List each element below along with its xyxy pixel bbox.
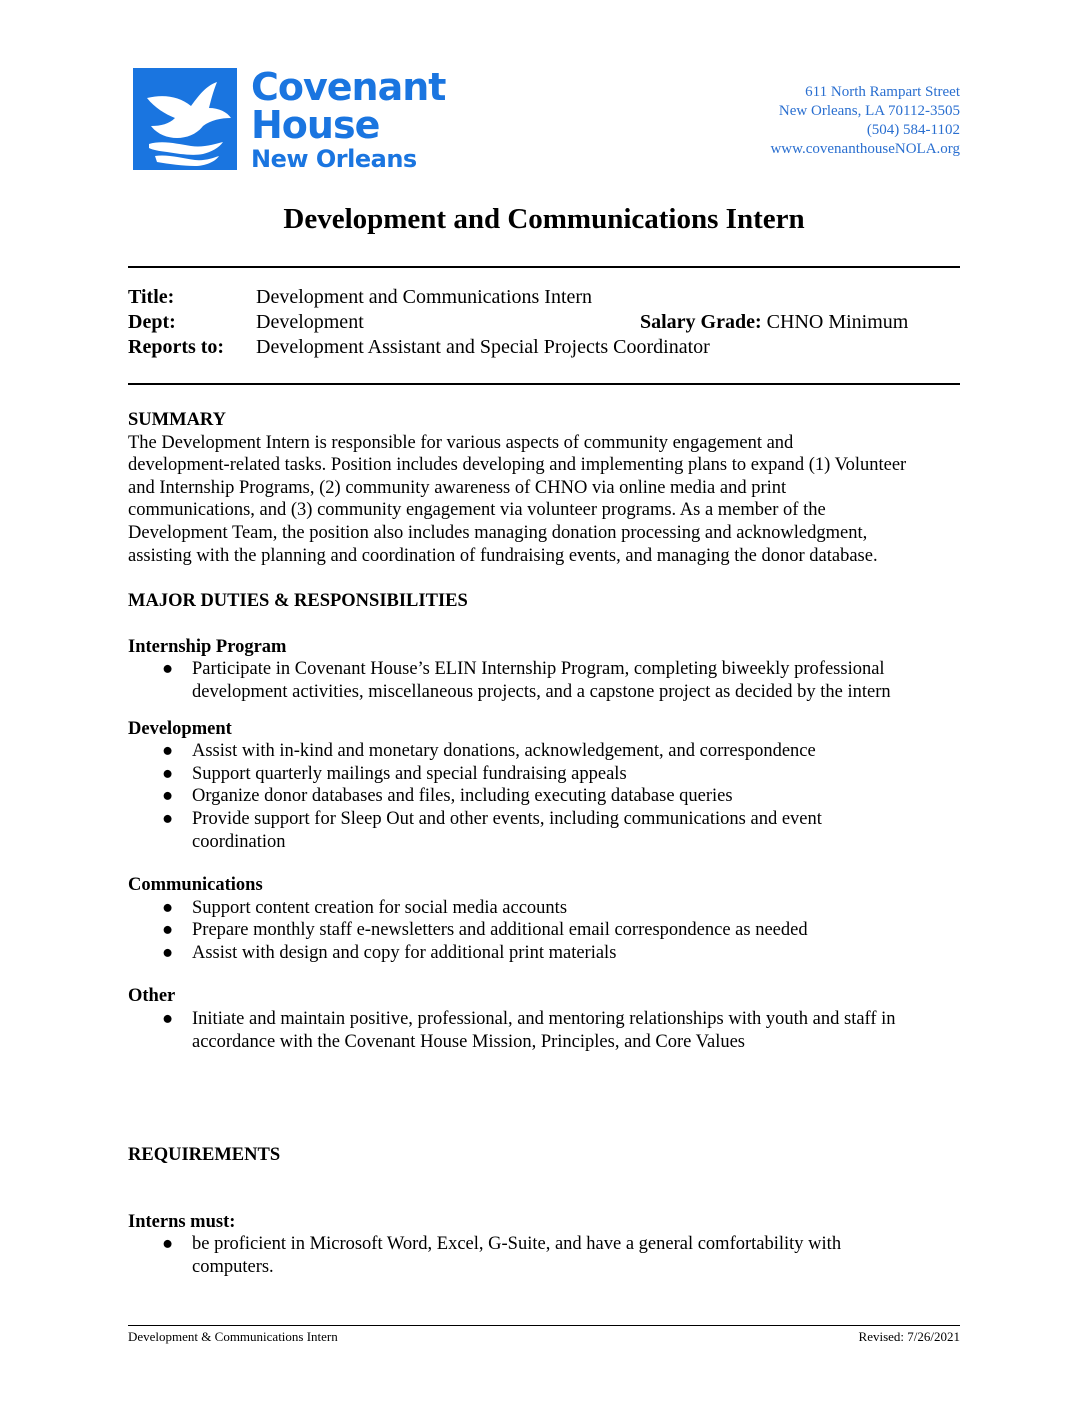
bullet-icon: ● [162,942,174,963]
list-item [128,1008,960,1053]
list-item-line: development activities, miscellaneous projects, and a capstone project as decided by the intern [192,681,891,702]
position-meta [128,285,960,360]
summary-line: Development Team, the position also includes managing donation processing and acknowledgment, [128,522,868,543]
footer-revised-date: Revised: 7/26/2021 [858,1329,960,1344]
list-item-line: Participate in Covenant House’s ELIN Internship Program, completing biweekly professional [192,659,885,680]
address-block [770,83,960,159]
bullet-icon: ● [162,920,174,941]
logo-line-house: House [251,103,380,147]
summary-line: The Development Intern is responsible for various aspects of community engagement and [128,432,794,453]
list-item-line: Assist with design and copy for additional print materials [192,942,617,963]
list-item [128,942,960,965]
address-street: 611 North Rampart Street [805,84,960,100]
covenant-house-logo [133,65,453,173]
list-item [128,808,960,853]
dept-label: Dept: [128,311,176,333]
bullet-icon: ● [162,808,174,829]
logo-wordmark [251,65,446,174]
list-item-line: be proficient in Microsoft Word, Excel, G-Suite, and have a general comfortability with [192,1234,842,1255]
communications-heading: Communications [128,875,263,896]
footer-document-name: Development & Communications Intern [128,1329,338,1344]
bullet-icon: ● [162,763,174,784]
meta-reports-row [128,335,960,360]
requirements-list [128,1233,960,1278]
list-item [128,897,960,920]
summary-line: communications, and (3) community engagement via volunteer programs. As a member of the [128,500,826,521]
list-item [128,658,960,703]
summary-line: development-related tasks. Position includes developing and implementing plans to expand (1) Volunteer [128,455,907,476]
document-body [128,409,960,1279]
salary-value: CHNO Minimum [766,311,909,333]
list-item-line: Support quarterly mailings and special fundraising appeals [192,763,627,784]
reports-label: Reports to: [128,336,225,358]
salary-label: Salary Grade: [640,311,762,333]
list-item-line: Organize donor databases and files, including executing database queries [192,786,733,807]
dept-value: Development [256,311,364,333]
summary-line: assisting with the planning and coordination of fundraising events, and managing the donor database. [128,545,878,566]
summary-heading: SUMMARY [128,410,227,430]
top-divider [128,266,960,268]
list-item-line: Initiate and maintain positive, professional, and mentoring relationships with youth and staff in [192,1009,896,1030]
reports-value: Development Assistant and Special Projects Coordinator [256,336,710,358]
summary-line: and Internship Programs, (2) community awareness of CHNO via online media and print [128,477,787,498]
other-list [128,1008,960,1053]
list-item [128,785,960,808]
meta-dept-row [128,310,960,335]
bullet-icon: ● [162,1009,174,1030]
address-phone: (504) 584-1102 [866,122,960,138]
meta-divider [128,383,960,385]
list-item-line: Support content creation for social media accounts [192,897,568,918]
list-item [128,1233,960,1278]
bullet-icon: ● [162,741,174,762]
list-item-line: Prepare monthly staff e-newsletters and additional email correspondence as needed [192,920,808,941]
list-item [128,919,960,942]
development-heading: Development [128,718,232,739]
interns-must-heading: Interns must: [128,1211,236,1232]
address-website[interactable]: www.covenanthouseNOLA.org [770,141,960,157]
list-item [128,763,960,786]
address-city: New Orleans, LA 70112-3505 [778,103,960,119]
other-heading: Other [128,986,176,1007]
list-item-line: Provide support for Sleep Out and other events, including communications and event [192,808,822,829]
development-list [128,740,960,853]
bullet-icon: ● [162,1234,174,1255]
bullet-icon: ● [162,659,174,680]
communications-list [128,897,960,965]
title-value: Development and Communications Intern [256,286,593,308]
list-item-line: computers. [192,1257,274,1278]
bullet-icon: ● [162,786,174,807]
dove-hands-icon [133,68,237,170]
requirements-heading: REQUIREMENTS [128,1145,281,1166]
title-label: Title: [128,286,175,308]
bullet-icon: ● [162,897,174,918]
internship-heading: Internship Program [128,636,287,657]
internship-list [128,658,960,703]
list-item-line: Assist with in-kind and monetary donations, acknowledgement, and correspondence [192,741,816,762]
footer-divider [128,1325,960,1326]
logo-line-new-orleans: New Orleans [251,145,417,173]
logo-line-covenant: Covenant [251,65,446,109]
list-item-line: coordination [192,831,286,852]
list-item-line: accordance with the Covenant House Mission, Principles, and Core Values [192,1031,745,1052]
meta-title-row [128,285,960,310]
salary-grade [640,310,908,335]
duties-heading: MAJOR DUTIES & RESPONSIBILITIES [128,591,468,612]
document-title: Development and Communications Intern [283,203,805,235]
summary-text [128,432,960,568]
list-item [128,740,960,763]
